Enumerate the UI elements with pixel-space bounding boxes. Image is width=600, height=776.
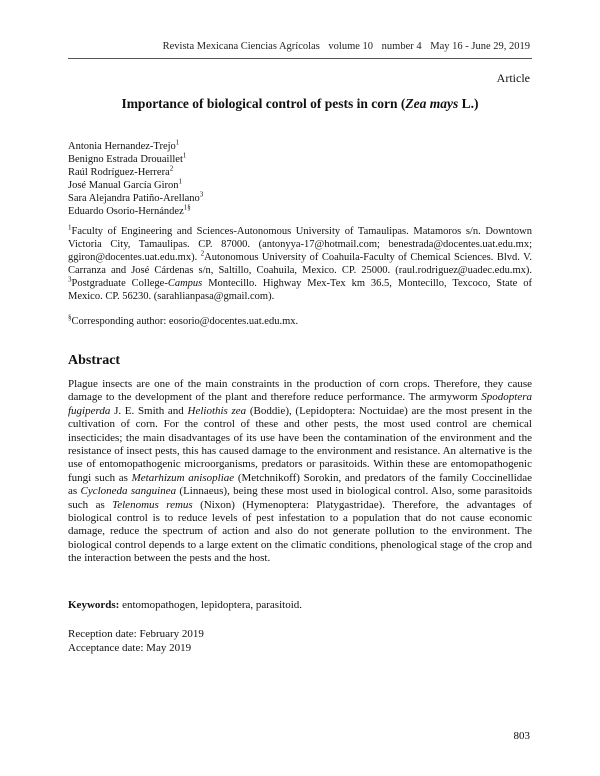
journal-name: Revista Mexicana Ciencias Agrícolas xyxy=(162,41,320,52)
journal-volume: volume 10 xyxy=(328,41,374,52)
header-divider xyxy=(68,58,532,59)
title-species: Zea mays xyxy=(405,96,459,111)
keywords-text: entomopathogen, lepidoptera, parasitoid. xyxy=(119,599,302,611)
journal-number: number 4 xyxy=(381,41,422,52)
title-main: Importance of biological control of pests in corn ( xyxy=(121,96,406,111)
abstract-body: Plague insects are one of the main constraints in the production of corn crops. Therefore, they cause damage to the development of the plant and therefore reduce performance. The armyworm Spodoptera fugiperda J. E. Smith and Heliothis zea (Boddie), (Lepidoptera: Noctuidae) are the most present in the cultivation of corn. For the control of these and other pests, the most used control are chemical insecticides; the main disadvantages of its use have been the contamination of the environment and the resistance of insect pests, this has caused damage to the environment and resistance. An alternative is the use of entomopathogenic microorganisms, predators or parasitoids. Within these are entomopathogenic fungi such as Metarhizum anisopliae (Metchnikoff) Sorokin, and predators of the family Coccinellidae as Cycloneda sanguinea (Linnaeus), being these most used in biological control. Also, some parasitoids such as Telenomus remus (Nixon) (Hymenoptera: Platygastridae). Therefore, the advantages of biological control is to reduce levels of pest infestation to a population that do not cause economic damage, reduce the spectrum of action and also do not generate pollution to the environment. The biological control depends to a large extent on the climatic conditions, phenological stage of the crop and the interaction between the pests and the host. xyxy=(68,378,533,565)
author: Eduardo Osorio-Hernández$^{1\S}$ xyxy=(68,203,191,217)
reception-date: Reception date: February 2019 xyxy=(68,628,204,640)
acceptance-date: Acceptance date: May 2019 xyxy=(68,642,192,654)
author: Antonia Hernandez-Trejo$^1$ xyxy=(68,138,180,152)
corresponding-author: §Corresponding author: eosorio@docentes.uat.edu.mx. xyxy=(68,313,299,327)
abstract-heading: Abstract xyxy=(68,353,121,368)
paper-title xyxy=(68,96,532,112)
journal-header xyxy=(157,41,530,52)
page-number: 803 xyxy=(513,730,530,742)
author: José Manual García Giron$^1$ xyxy=(68,177,183,191)
keywords xyxy=(68,599,302,611)
title-suffix: L.) xyxy=(458,96,479,111)
affiliation-text: $^1$Faculty of Engineering and Sciences-Autonomous University of Tamaulipas. Matamoros s/n. Downtown Victoria City, Tamaulipas. CP. 87000. (antonyya-17@hotmail.com; benestrada@docentes.uat.edu.mx; ggiron@docentes.uat.edu.mx). $^2$Autonomous University of Coahuila-Faculty of Chemical Sciences. Blvd. V. Carranza and José Cárdenas s/n, Saltillo, Coahuila, Mexico. CP. 25000. (raul.rodriguez@uadec.edu.mx). $^3$Postgraduate College-Campus Montecillo. Highway Mex-Tex km 36.5, Montecillo, Texcoco, State of Mexico. CP. 56230. (sarahlianpasa@gmail.com). xyxy=(68,223,532,302)
author: Raúl Rodríguez-Herrera$^2$ xyxy=(68,164,174,178)
submission-dates xyxy=(68,627,204,655)
author: Sara Alejandra Patiño-Arellano$^3$ xyxy=(68,190,204,204)
affiliations xyxy=(68,225,532,303)
journal-dates: May 16 - June 29, 2019 xyxy=(430,41,530,52)
keywords-label: Keywords: xyxy=(68,599,120,611)
author-list xyxy=(68,140,203,218)
article-type: Article xyxy=(496,71,530,85)
author: Benigno Estrada Drouaillet$^1$ xyxy=(68,151,187,165)
